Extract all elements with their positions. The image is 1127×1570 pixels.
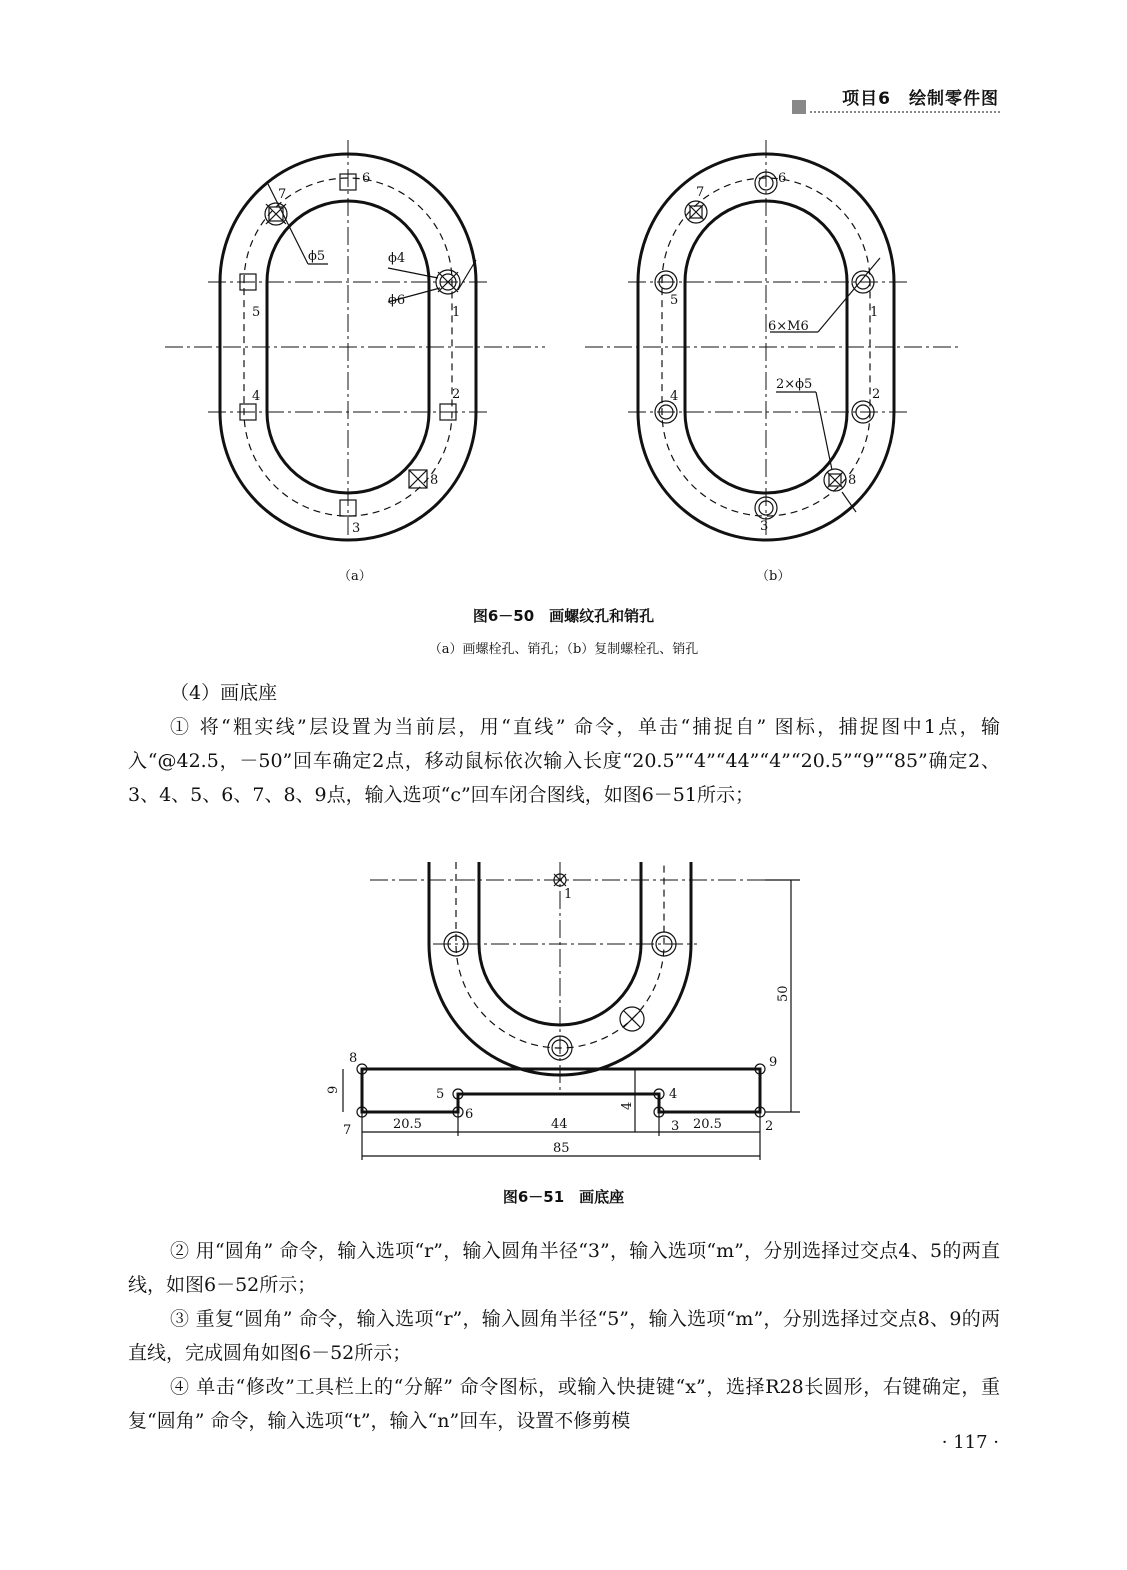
dim-9: 9	[326, 1085, 341, 1094]
label-8: 8	[349, 1051, 358, 1066]
label-2: 2	[872, 387, 881, 402]
label-4: 4	[669, 1087, 678, 1102]
figure-50b	[580, 140, 970, 590]
dim-20-5-right: 20.5	[693, 1117, 722, 1132]
label-8: 8	[848, 473, 857, 488]
figure-51	[325, 862, 805, 1162]
label-1: 1	[870, 305, 879, 320]
dim-44: 44	[551, 1117, 568, 1132]
paragraph-4: ④ 单击“修改”工具栏上的“分解” 命令图标，或输入快捷键“x”，选择R28长圆形，右键确定，重复“圆角” 命令，输入选项“t”，输入“n”回车，设置不修剪模	[128, 1376, 1000, 1432]
label-4: 4	[252, 389, 261, 404]
running-header: 项目6 绘制零件图	[842, 89, 999, 109]
section-heading: （4）画底座	[170, 682, 278, 704]
paragraph-1: ① 将“粗实线”层设置为当前层，用“直线” 命令，单击“捕捉自” 图标，捕捉图中1点，输入“@42.5，－50”回车确定2点，移动鼠标依次输入长度“20.5”“4”“44”“4”“20.5”“9”“85”确定2、3、4、5、6、7、8、9点，输入选项“c”回车闭合图线，如图6－51所示；	[128, 716, 1000, 806]
label-9: 9	[769, 1055, 778, 1070]
header-block	[792, 100, 806, 114]
pin-hole-8	[824, 469, 846, 491]
figure-50a	[160, 140, 550, 590]
label-7: 7	[696, 185, 705, 200]
leader-phi4	[388, 268, 438, 278]
dim-4: 4	[620, 1101, 635, 1110]
pin-hole	[620, 1007, 644, 1031]
panel-b-label: （b）	[756, 569, 791, 584]
dim-20-5-left: 20.5	[393, 1117, 422, 1132]
label-5: 5	[436, 1087, 445, 1102]
label-6: 6	[465, 1107, 474, 1122]
dim-phi6: ϕ6	[388, 293, 406, 308]
label-2: 2	[765, 1119, 774, 1134]
label-7: 7	[278, 187, 287, 202]
label-3: 3	[760, 519, 769, 534]
label-6: 6	[362, 171, 371, 186]
dim-50: 50	[776, 985, 791, 1002]
label-3: 3	[352, 521, 361, 536]
label-8: 8	[430, 473, 439, 488]
page-number: · 117 ·	[941, 1432, 999, 1453]
dim-6xm6: 6×M6	[768, 319, 809, 334]
label-3: 3	[671, 1119, 680, 1134]
hole-8	[409, 470, 427, 488]
label-2: 2	[452, 387, 461, 402]
header-dots	[810, 111, 1000, 113]
vertex-markers	[357, 1064, 765, 1117]
dim-phi4: ϕ4	[388, 251, 406, 266]
paragraph-2: ② 用“圆角” 命令，输入选项“r”，输入圆角半径“3”，输入选项“m”，分别选择过交点4、5的两直线，如图6－52所示；	[128, 1240, 1000, 1296]
figure-50-caption: 图6－50 画螺纹孔和销孔	[472, 607, 655, 625]
dim-phi5: ϕ5	[308, 249, 326, 264]
label-7: 7	[343, 1123, 352, 1138]
label-6: 6	[778, 171, 787, 186]
label-5: 5	[670, 293, 679, 308]
label-4: 4	[670, 389, 679, 404]
dim-2xphi5: 2×ϕ5	[776, 377, 813, 392]
paragraph-3: ③ 重复“圆角” 命令，输入选项“r”，输入圆角半径“5”，输入选项“m”，分别选择过交点8、9的两直线，完成圆角如图6－52所示；	[128, 1308, 1000, 1364]
label-1: 1	[564, 887, 573, 902]
label-5: 5	[252, 305, 261, 320]
figure-51-caption: 图6－51 画底座	[502, 1188, 625, 1206]
hole-1	[436, 270, 460, 294]
label-1: 1	[452, 305, 461, 320]
header-rule	[792, 100, 1000, 114]
figure-50-subcaption: （a）画螺栓孔、销孔；（b）复制螺栓孔、销孔	[428, 642, 699, 657]
panel-a-label: （a）	[338, 569, 372, 584]
dim-85: 85	[553, 1141, 570, 1156]
